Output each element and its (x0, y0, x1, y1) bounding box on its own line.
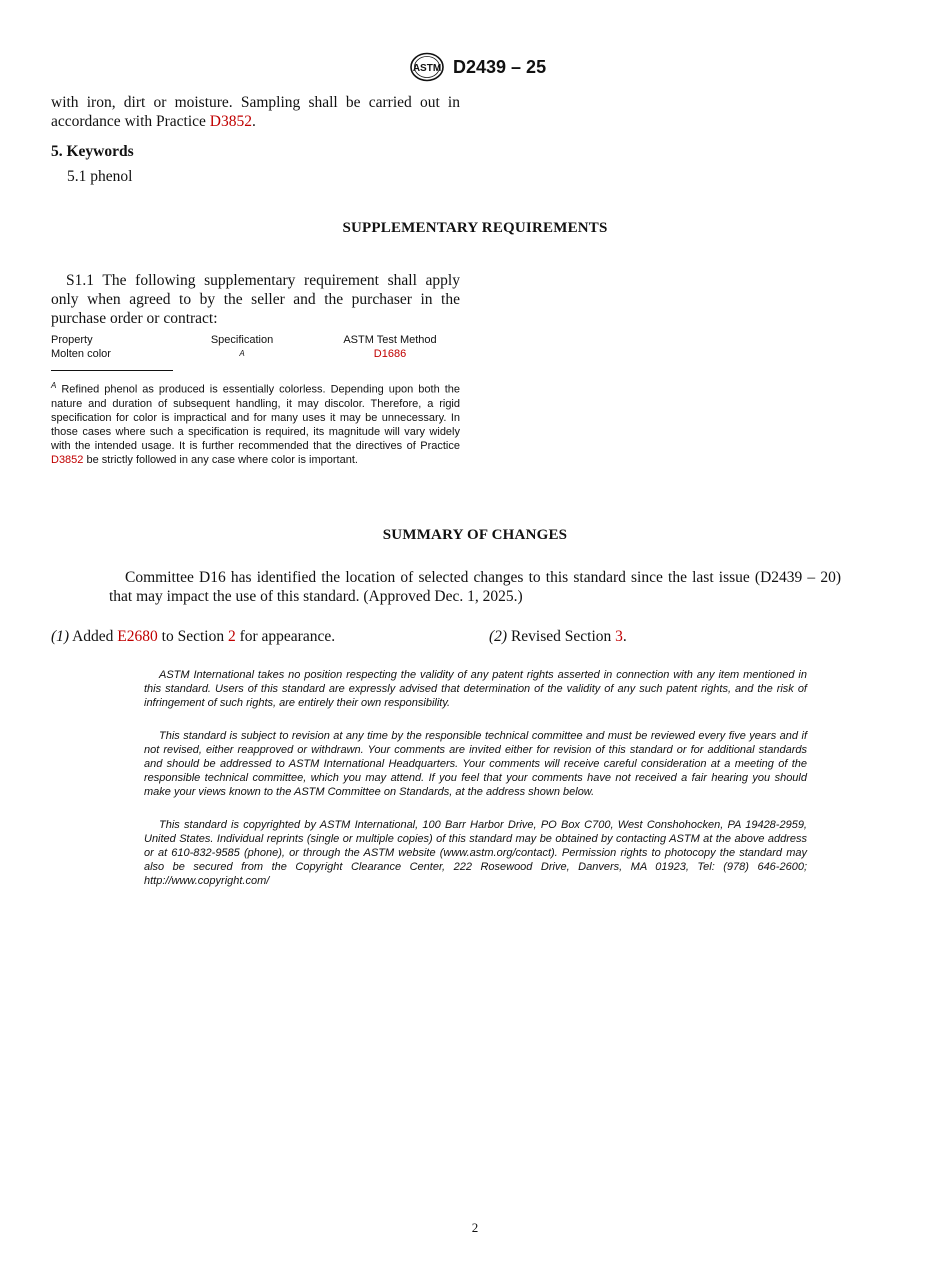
page-header (409, 52, 546, 82)
supplementary-paragraph: S1.1 The following supplementary requirement shall apply only when agreed to by the seller and the purchaser in the purchase order or contract: (51, 272, 460, 327)
link-d3852[interactable]: D3852 (51, 453, 84, 466)
summary-heading: SUMMARY OF CHANGES (382, 527, 568, 543)
table-cell (210, 347, 274, 365)
paragraph-text: with iron, dirt or moisture. Sampling shall be carried out in accordance with Practice (51, 94, 460, 130)
change-number: (2) (489, 628, 508, 645)
table-footnote (51, 379, 460, 467)
footnote-text: be strictly followed in any case where color is important. (83, 453, 358, 466)
footnote-marker: A (239, 349, 245, 358)
change-text: . (622, 628, 627, 645)
link-e2680[interactable]: E2680 (117, 628, 158, 645)
change-item (51, 627, 335, 646)
paragraph-text: . (252, 113, 256, 130)
supplementary-table (51, 333, 460, 361)
document-id: D2439 – 25 (453, 56, 547, 77)
table-row (51, 347, 460, 361)
footnote-divider (51, 370, 173, 371)
svg-text:ASTM: ASTM (412, 63, 442, 74)
link-section-3[interactable]: 3 (615, 628, 623, 645)
revision-notice: This standard is subject to revision at any time by the responsible technical committee and must be reviewed every five years and if not revised, either reapproved or withdrawn. Your comments are invited either for revision of this standard or for additional standards and should be addressed to ASTM International Headquarters. Your comments will receive careful consideration at a meeting of the responsible technical committee, which you may attend. If you feel that your comments have not received a fair hearing you should make your views known to the ASTM Committee on Standards, at the address shown below. (144, 730, 807, 798)
change-text: Added (69, 628, 118, 645)
table-cell: Molten color (51, 348, 111, 360)
change-number: (1) (51, 628, 70, 645)
copyright-notice: This standard is copyrighted by ASTM International, 100 Barr Harbor Drive, PO Box C700, West Conshohocken, PA 19428-2959, United States. Individual reprints (single or multiple copies) of this standard may be obtained by contacting ASTM at the above address or at 610-832-9585 (phone), or through the ASTM website (www.astm.org/contact). Permission rights to photocopy the standard may also be secured from the Copyright Clearance Center, 222 Rosewood Drive, Danvers, MA 01923, Tel: (978) 646-2600; http://www.copyright.com/ (144, 819, 807, 887)
link-d3852[interactable]: D3852 (209, 113, 252, 130)
supplementary-heading: SUPPLEMENTARY REQUIREMENTS (342, 220, 608, 236)
keyword-item: 5.1 phenol (67, 168, 133, 185)
link-section-2[interactable]: 2 (227, 628, 236, 645)
change-item (489, 627, 627, 646)
column-header: Property (51, 334, 93, 346)
change-text: to Section (157, 628, 228, 645)
link-d1686[interactable]: D1686 (373, 348, 407, 360)
page-number: 2 (471, 1220, 479, 1235)
astm-logo-icon (409, 52, 445, 82)
column-header: ASTM Test Method (343, 334, 437, 346)
column-header: Specification (210, 334, 274, 346)
table-header-row (51, 333, 460, 347)
change-text: for appearance. (235, 628, 336, 645)
footnote-text: Refined phenol as produced is essentially colorless. Depending upon both the nature and duration of subsequent handling, it may discolor. Therefore, a rigid specification for color is impractical and for many uses it may be unnecessary. In those cases where such a specification is required, its magnitude will vary widely with the intended usage. It is further recommended that the directives of Practice (51, 383, 460, 452)
summary-paragraph: Committee D16 has identified the location of selected changes to this standard since the last issue (D2439 – 20) that may impact the use of this standard. (Approved Dec. 1, 2025.) (109, 569, 841, 605)
patent-notice: ASTM International takes no position respecting the validity of any patent rights asserted in connection with any item mentioned in this standard. Users of this standard are expressly advised that determination of the validity of any such patent rights, and the risk of infringement of such rights, are entirely their own responsibility. (144, 669, 807, 709)
section4-paragraph-end (51, 93, 460, 131)
change-text: Revised Section (507, 628, 616, 645)
section-heading-keywords: 5. Keywords (51, 143, 134, 160)
footnote-marker: A (51, 381, 57, 390)
